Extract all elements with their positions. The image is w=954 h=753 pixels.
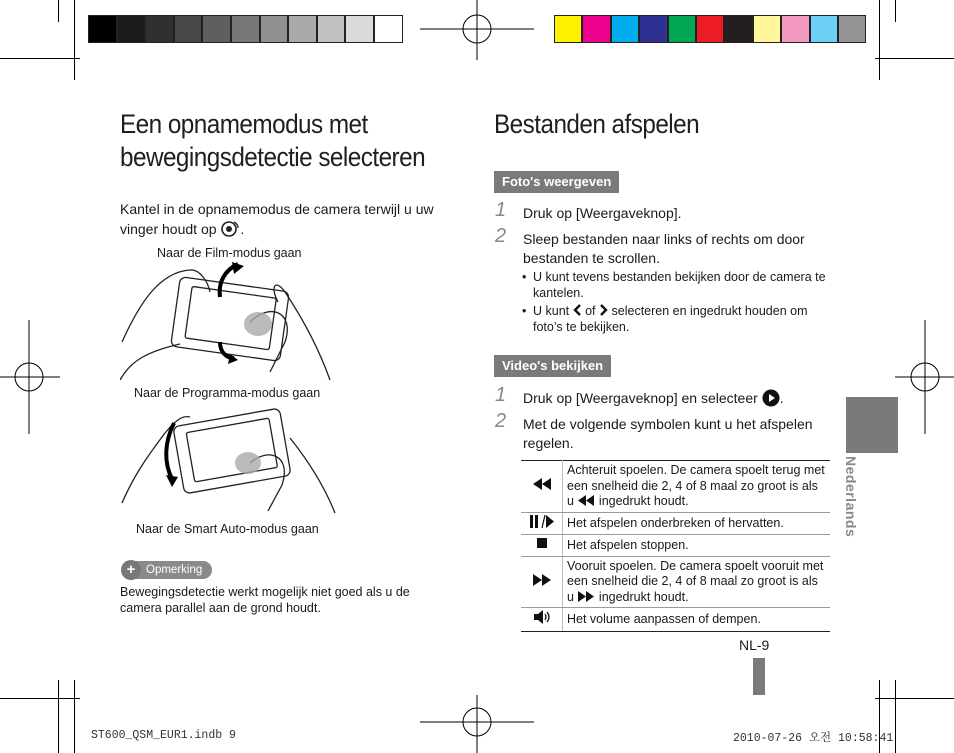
fast-forward-icon <box>577 591 595 602</box>
row-text: Vooruit spoelen. De camera spoelt vooruit met een snelheid die 2, 4 of 8 maal zo groot is als u <box>567 558 824 604</box>
color-swatch <box>668 15 696 43</box>
play-icon <box>762 389 780 407</box>
icon-cell <box>521 512 563 535</box>
row-text-end: ingedrukt houdt. <box>598 494 689 508</box>
left-title: Een opnamemodus met bewegingsdetectie selecteren <box>120 109 426 172</box>
color-swatch <box>374 15 403 43</box>
color-swatch <box>810 15 838 43</box>
motion-detection-icon <box>220 219 240 237</box>
footer-date: 2010-07-26 오전 10:58:41 <box>733 732 894 745</box>
bullet-dot: • <box>522 270 527 284</box>
camera-tilt-illustration-up <box>120 262 340 384</box>
description-cell: Het afspelen onderbreken of hervatten. <box>563 512 831 535</box>
page-tab-bar <box>753 658 765 695</box>
color-swatch <box>174 15 203 43</box>
photo-step-1 <box>523 204 682 223</box>
table-row <box>521 608 830 632</box>
note-text: Bewegingsdetectie werkt mogelijk niet goed als u de camera parallel aan de grond houdt. <box>120 585 410 615</box>
section-photos: Foto's weergeven <box>494 171 619 193</box>
table-row <box>521 556 830 608</box>
description-cell <box>563 461 831 513</box>
color-swatch <box>696 15 724 43</box>
intro-end: . <box>240 221 245 237</box>
chevron-right-icon <box>599 304 608 316</box>
play-pause-icon <box>529 515 555 528</box>
row-text: Achteruit spoelen. De camera spoelt terug met een snelheid die 2, 4 of 8 maal zo groot is als u <box>567 463 825 508</box>
icon-cell <box>521 608 563 632</box>
intro-sentence: Kantel in de opnamemodus de camera terwijl u uw vinger houdt op <box>120 201 434 237</box>
color-swatch <box>838 15 866 43</box>
rewind-icon <box>532 478 552 490</box>
photo-step-2: Sleep bestanden naar links of rechts om door bestanden te scrollen. <box>523 231 805 266</box>
caption-film: Naar de Film-modus gaan <box>157 246 302 260</box>
stop-icon <box>536 537 548 549</box>
color-swatch <box>611 15 639 43</box>
language-label: Nederlands <box>843 456 859 538</box>
step-text: Druk op [ <box>523 205 580 221</box>
page-number: NL-9 <box>739 637 770 653</box>
color-swatch <box>145 15 174 43</box>
bullet-dot: • <box>522 304 527 318</box>
color-swatch <box>639 15 667 43</box>
caption-smart: Naar de Smart Auto-modus gaan <box>136 522 319 536</box>
icon-cell <box>521 535 563 557</box>
icon-cell <box>521 556 563 608</box>
color-swatch <box>231 15 260 43</box>
step-text-end: ]. <box>673 205 682 221</box>
color-swatch <box>345 15 374 43</box>
row-text-end: ingedrukt houdt. <box>598 589 689 604</box>
step-text: Druk op [ <box>523 390 580 406</box>
intro-text <box>120 200 460 239</box>
photo-step-1-number: 1 <box>495 199 507 221</box>
note-label: Opmerking <box>146 564 203 576</box>
color-swatch <box>753 15 781 43</box>
table-row <box>521 461 830 513</box>
bullet-1 <box>523 269 828 301</box>
fast-forward-icon <box>532 574 552 586</box>
rewind-icon <box>577 495 595 506</box>
language-tab <box>846 397 898 453</box>
description-cell: Het afspelen stoppen. <box>563 535 831 557</box>
caption-program: Naar de Programma-modus gaan <box>134 386 321 400</box>
footer-file: ST600_QSM_EUR1.indb 9 <box>91 729 236 742</box>
table-row <box>521 512 830 535</box>
note-badge <box>122 561 212 579</box>
volume-icon <box>533 610 551 624</box>
color-swatch <box>582 15 610 43</box>
color-swatch <box>781 15 809 43</box>
table-row <box>521 535 830 557</box>
playback-controls-table <box>521 460 830 632</box>
color-swatch <box>554 15 582 43</box>
bullet-1-text: U kunt tevens bestanden bekijken door de camera te kantelen. <box>533 270 826 300</box>
photo-step-2-number: 2 <box>495 225 507 247</box>
key-name: Weergaveknop <box>579 390 674 406</box>
section-videos: Video's bekijken <box>494 355 611 377</box>
color-swatch <box>88 15 117 43</box>
color-swatch <box>724 15 752 43</box>
chevron-left-icon <box>573 304 582 316</box>
icon-cell <box>521 461 563 513</box>
color-swatch <box>317 15 346 43</box>
description-cell: Het volume aanpassen of dempen. <box>563 608 831 632</box>
color-swatch <box>288 15 317 43</box>
color-swatch <box>117 15 146 43</box>
video-step-2-number: 2 <box>495 410 507 432</box>
bullet-2-mid: of <box>585 304 596 318</box>
bullet-2-pre: U kunt <box>533 304 570 318</box>
step-text-end: . <box>779 390 784 406</box>
right-title: Bestanden afspelen <box>494 109 700 139</box>
description-cell <box>563 556 831 608</box>
video-step-1-number: 1 <box>495 384 507 406</box>
plus-icon: + <box>121 560 141 580</box>
step-text-mid: ] en selecteer <box>673 390 758 406</box>
video-step-1 <box>523 389 784 408</box>
camera-tilt-illustration-down <box>120 403 340 515</box>
bullet-2-post: selecteren en ingedrukt houden om foto’s te bekijken. <box>533 304 808 334</box>
bullet-2-text <box>523 303 828 335</box>
color-swatch <box>202 15 231 43</box>
color-swatch <box>260 15 289 43</box>
bullet-2 <box>523 303 828 335</box>
key-name: Weergaveknop <box>579 205 674 221</box>
video-step-2: Met de volgende symbolen kunt u het afspelen regelen. <box>523 416 813 451</box>
